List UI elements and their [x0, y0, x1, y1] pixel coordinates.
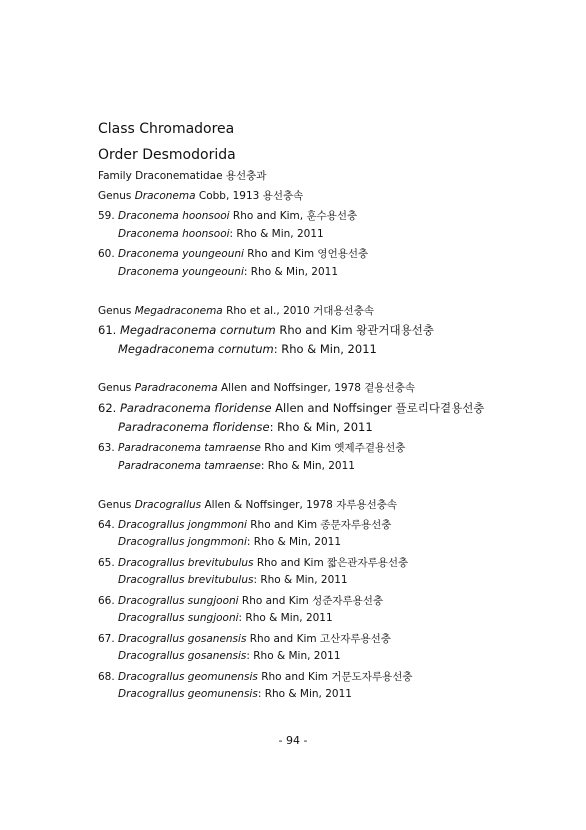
synonym-line-65: Dracograllus brevitubulus: Rho & Min, 2011: [118, 574, 348, 586]
order-heading: Order Desmodorida: [98, 147, 236, 163]
page-number: - 94 -: [278, 734, 308, 747]
genus-line-megadraconema: Genus Megadraconema Rho et al., 2010 거대용선충속: [98, 305, 374, 317]
genus-line-draconema: Genus Draconema Cobb, 1913 용선충속: [98, 190, 304, 202]
species-entry-67: 67. Dracograllus gosanensis Rho and Kim 고산자루용선충: [98, 633, 391, 645]
genus-line-dracograllus: Genus Dracograllus Allen & Noffsinger, 1978 자루용선충속: [98, 499, 398, 511]
synonym-line-66: Dracograllus sungjooni: Rho & Min, 2011: [118, 612, 333, 624]
class-heading: Class Chromadorea: [98, 121, 235, 137]
synonym-line-63: Paradraconema tamraense: Rho & Min, 2011: [118, 460, 355, 472]
species-entry-66: 66. Dracograllus sungjooni Rho and Kim 성준자루용선충: [98, 595, 384, 607]
species-entry-63: 63. Paradraconema tamraense Rho and Kim 옛제주곁용선충: [98, 442, 406, 454]
species-entry-62: 62. Paradraconema floridense Allen and Noffsinger 플로리다곁용선충: [98, 401, 485, 415]
species-entry-59: 59. Draconema hoonsooi Rho and Kim, 훈수용선충: [98, 210, 358, 222]
species-entry-60: 60. Draconema youngeouni Rho and Kim 영언용선충: [98, 248, 369, 260]
synonym-line-68: Dracograllus geomunensis: Rho & Min, 2011: [118, 688, 352, 700]
genus-line-paradraconema: Genus Paradraconema Allen and Noffsinger, 1978 곁용선충속: [98, 382, 415, 394]
species-entry-64: 64. Dracograllus jongmmoni Rho and Kim 종문자루용선충: [98, 519, 392, 531]
synonym-line-59: Draconema hoonsooi: Rho & Min, 2011: [118, 228, 324, 240]
synonym-line-60: Draconema youngeouni: Rho & Min, 2011: [118, 266, 339, 278]
synonym-line-64: Dracograllus jongmmoni: Rho & Min, 2011: [118, 536, 342, 548]
species-entry-68: 68. Dracograllus geomunensis Rho and Kim 거문도자루용선충: [98, 671, 413, 683]
family-line: Family Draconematidae 용선충과: [98, 170, 267, 182]
synonym-line-67: Dracograllus gosanensis: Rho & Min, 2011: [118, 650, 341, 662]
synonym-line-61: Megadraconema cornutum: Rho & Min, 2011: [118, 342, 377, 356]
synonym-line-62: Paradraconema floridense: Rho & Min, 2011: [118, 420, 373, 434]
species-entry-65: 65. Dracograllus brevitubulus Rho and Kim 짧은관자루용선충: [98, 557, 409, 569]
species-entry-61: 61. Megadraconema cornutum Rho and Kim 왕관거대용선충: [98, 323, 434, 337]
